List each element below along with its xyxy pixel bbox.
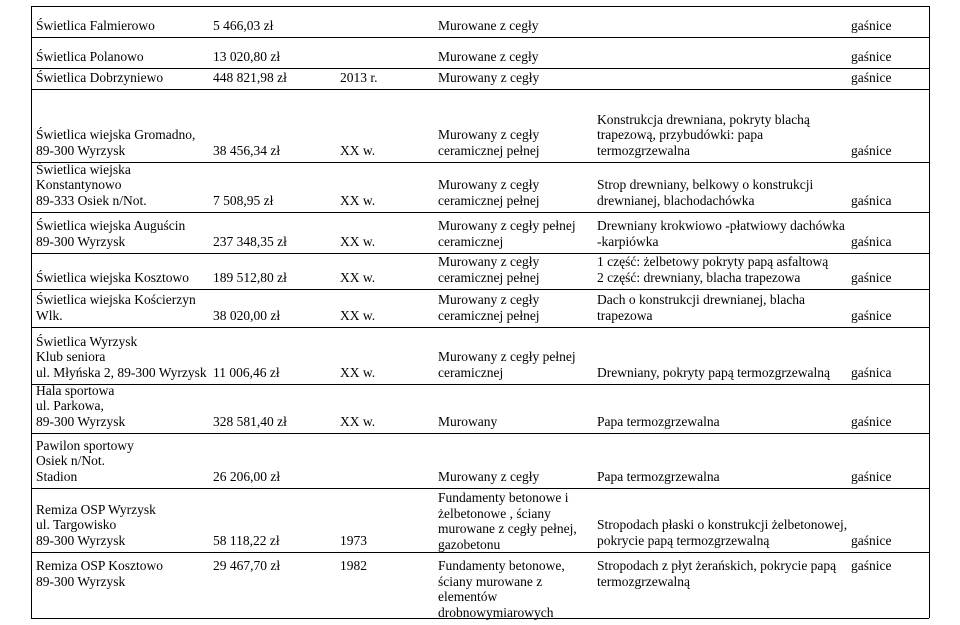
cell-walls: Murowane z cegły — [438, 48, 539, 64]
cell-name: Świetlica Polanowo — [36, 48, 144, 64]
cell-roof: Stropodach z płyt żerańskich, pokrycie papą termozgrzewalną — [597, 558, 837, 589]
cell-fire-safety: gaśnica — [851, 364, 892, 380]
cell-roof: Papa termozgrzewalna — [597, 413, 720, 429]
cell-walls: Murowane z cegły — [438, 17, 539, 33]
cell-value: 5 466,03 zł — [213, 17, 274, 33]
cell-value: 26 206,00 zł — [213, 468, 281, 484]
cell-value: 13 020,80 zł — [213, 48, 281, 64]
cell-year: XX w. — [340, 269, 376, 285]
cell-walls: Murowany z cegły ceramicznej pełnej — [438, 292, 540, 323]
cell-value: 237 348,35 zł — [213, 233, 287, 249]
cell-name: Świetlica wiejska Kosztowo — [36, 269, 189, 285]
cell-walls: Murowany z cegły ceramicznej pełnej — [438, 127, 540, 158]
cell-value: 58 118,22 zł — [213, 532, 280, 548]
cell-name: Remiza OSP Wyrzysk ul. Targowisko 89-300 Wyrzysk — [36, 501, 156, 548]
cell-year: XX w. — [340, 364, 376, 380]
cell-fire-safety: gaśnice — [851, 413, 892, 429]
cell-value: 38 020,00 zł — [213, 307, 281, 323]
cell-roof: Drewniany krokwiowo -płatwiowy dachówka -karpiówka — [597, 218, 845, 249]
cell-year: XX w. — [340, 142, 376, 158]
cell-value: 11 006,46 zł — [213, 364, 280, 380]
cell-walls: Murowany z cegły pełnej ceramicznej — [438, 349, 576, 380]
cell-name: Remiza OSP Kosztowo 89-300 Wyrzysk — [36, 558, 163, 589]
cell-name: Świetlica wiejska Kościerzyn Wlk. — [36, 292, 196, 323]
cell-fire-safety: gaśnice — [851, 269, 892, 285]
cell-value: 448 821,98 zł — [213, 69, 287, 85]
cell-name: Świetlica Falmierowo — [36, 17, 155, 33]
cell-fire-safety: gaśnice — [851, 307, 892, 323]
cell-walls: Murowany z cegły — [438, 468, 540, 484]
cell-name: Świetlica wiejska Konstantynowo 89-333 Osiek n/Not. — [36, 161, 147, 208]
cell-year: 1982 — [340, 558, 367, 573]
cell-roof: Papa termozgrzewalna — [597, 468, 720, 484]
cell-year: XX w. — [340, 233, 376, 249]
cell-name: Pawilon sportowy Osiek n/Not. Stadion — [36, 437, 134, 484]
cell-walls: Fundamenty betonowe, ściany murowane z elementów drobnowymiarowych — [438, 558, 565, 620]
cell-year: 1973 — [340, 532, 367, 548]
cell-value: 38 456,34 zł — [213, 142, 281, 158]
cell-roof: Stropodach płaski o konstrukcji żelbetonowej, pokrycie papą termozgrzewalną — [597, 517, 848, 548]
cell-fire-safety: gaśnica — [851, 233, 892, 249]
cell-name: Świetlica wiejska Auguścin 89-300 Wyrzysk — [36, 218, 186, 249]
cell-year: XX w. — [340, 307, 376, 323]
cell-fire-safety: gaśnice — [851, 69, 892, 85]
cell-roof: Strop drewniany, belkowy o konstrukcji drewnianej, blachodachówka — [597, 177, 814, 208]
cell-year: 2013 r. — [340, 69, 378, 85]
cell-roof: Konstrukcja drewniana, pokryty blachą trapezową, przybudówki: papa termozgrzewalna — [597, 111, 810, 158]
cell-walls: Fundamenty betonowe i żelbetonowe , ściany murowane z cegły pełnej, gazobetonu — [438, 490, 577, 552]
cell-fire-safety: gaśnice — [851, 48, 892, 64]
cell-walls: Murowany z cegły — [438, 69, 540, 85]
cell-walls: Murowany z cegły pełnej ceramicznej — [438, 218, 576, 249]
cell-walls: Murowany z cegły ceramicznej pełnej — [438, 177, 540, 208]
cell-year: XX w. — [340, 192, 376, 208]
cell-name: Świetlica Dobrzyniewo — [36, 69, 164, 85]
cell-fire-safety: gaśnica — [851, 192, 892, 208]
cell-roof: Drewniany, pokryty papą termozgrzewalną — [597, 364, 831, 380]
cell-name: Świetlica Wyrzysk Klub seniora ul. Młyńska 2, 89-300 Wyrzysk — [36, 333, 207, 380]
cell-walls: Murowany — [438, 413, 498, 429]
cell-roof: 1 część: żelbetowy pokryty papą asfaltową 2 część: drewniany, blacha trapezowa — [597, 254, 829, 285]
cell-value: 29 467,70 zł — [213, 558, 281, 573]
cell-fire-safety: gaśnice — [851, 468, 892, 484]
cell-fire-safety: gaśnice — [851, 142, 892, 158]
cell-fire-safety: gaśnice — [851, 17, 892, 33]
cell-value: 328 581,40 zł — [213, 413, 287, 429]
cell-year: XX w. — [340, 413, 376, 429]
cell-fire-safety: gaśnice — [851, 532, 892, 548]
cell-name: Świetlica wiejska Gromadno, 89-300 Wyrzysk — [36, 127, 196, 158]
cell-walls: Murowany z cegły ceramicznej pełnej — [438, 254, 540, 285]
cell-name: Hala sportowa ul. Parkowa, 89-300 Wyrzysk — [36, 382, 126, 429]
cell-roof: Dach o konstrukcji drewnianej, blacha trapezowa — [597, 292, 806, 323]
cell-fire-safety: gaśnice — [851, 558, 892, 573]
cell-value: 7 508,95 zł — [213, 192, 274, 208]
cell-value: 189 512,80 zł — [213, 269, 287, 285]
